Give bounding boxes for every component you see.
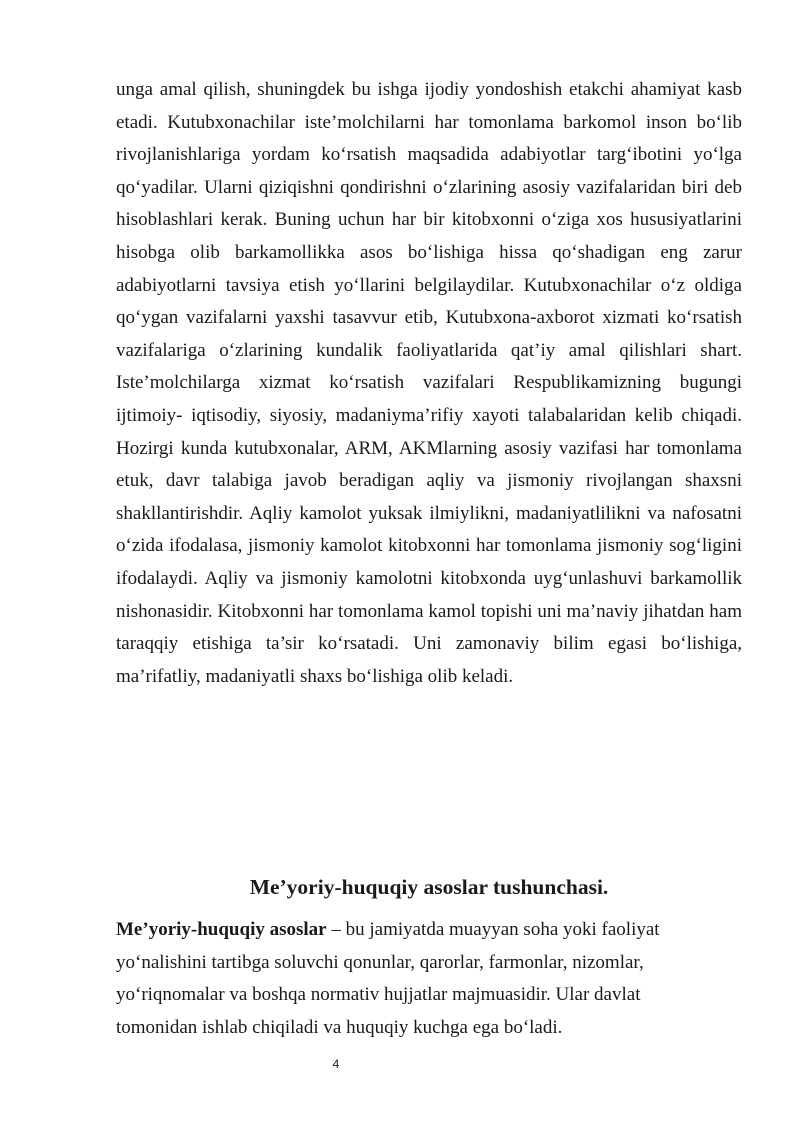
definition-term: Me’yoriy-huquqiy asoslar (116, 919, 327, 940)
section-heading: Me’yoriy-huquqiy asoslar tushunchasi. (249, 875, 609, 899)
page-number: 4 (332, 1057, 340, 1071)
definition-line-4: tomonidan ishlab chiqiladi va huquqiy kuchga ega bo‘ladi. (116, 1016, 563, 1038)
definition-line-3: yo‘riqnomalar va boshqa normativ hujjatlar majmuasidir. Ular davlat (116, 984, 641, 1006)
body-paragraph: unga amal qilish, shuningdek bu ishga ijodiy yondoshish etakchi ahamiyat kasb etadi. Kutubxonachilar iste’molchilarni har tomonlama barkomol inson bo‘lib rivojlanishlariga yordam ko‘rsatish maqsadida adabiyotlar targ‘ibotini yo‘lga qo‘yadilar. Ularni qiziqishni qondirishni o‘zlarining asosiy vazifalaridan biri deb hisoblashlari kerak. Buning uchun har bir kitobxonni o‘ziga xos hususiyatlarini hisobga olib barkamollikka asos bo‘lishiga hissa qo‘shadigan eng zarur adabiyotlarni tavsiya etish yo‘llarini belgilaydilar. Kutubxonachilar o‘z oldiga qo‘ygan vazifalarni yaxshi tasavvur etib, Kutubxona-axborot xizmati ko‘rsatish vazifalariga o‘zlarining kundalik faoliyatlarida qat’iy amal qilishlari shart. Iste’molchilarga xizmat ko‘rsatish vazifalari Respublikamizning bugungi ijtimoiy- iqtisodiy, siyosiy, madaniyma’rifiy xayoti talabalaridan kelib chiqadi. Hozirgi kunda kutubxonalar, ARM, AKMlarning asosiy vazifasi har tomonlama etuk, davr talabiga javob beradigan aqliy va jismoniy rivojlangan shaxsni shakllantirishdir. Aqliy kamolot yuksak ilmiylikni, madaniyatlilikni va nafosatni o‘zida ifodalasa, jismoniy kamolot kitobxonni har tomonlama jismoniy sog‘ligini ifodalaydi. Aqliy va jismoniy kamolotni kitobxonda uyg‘unlashuvi barkamollik nishonasidir. Kitobxonni har tomonlama kamol topishi uni ma’naviy jihatdan ham taraqqiy etishiga ta’sir ko‘rsatadi. Uni zamonaviy bilim egasi bo‘lishiga, ma’rifatliy, madaniyatli shaxs bo‘lishiga olib keladi. (116, 79, 742, 687)
definition-line-2: yo‘nalishini tartibga soluvchi qonunlar, qarorlar, farmonlar, nizomlar, (116, 951, 644, 973)
definition-paragraph (116, 914, 742, 1044)
definition-line-1: – bu jamiyatda muayyan soha yoki faoliyat (326, 919, 660, 940)
